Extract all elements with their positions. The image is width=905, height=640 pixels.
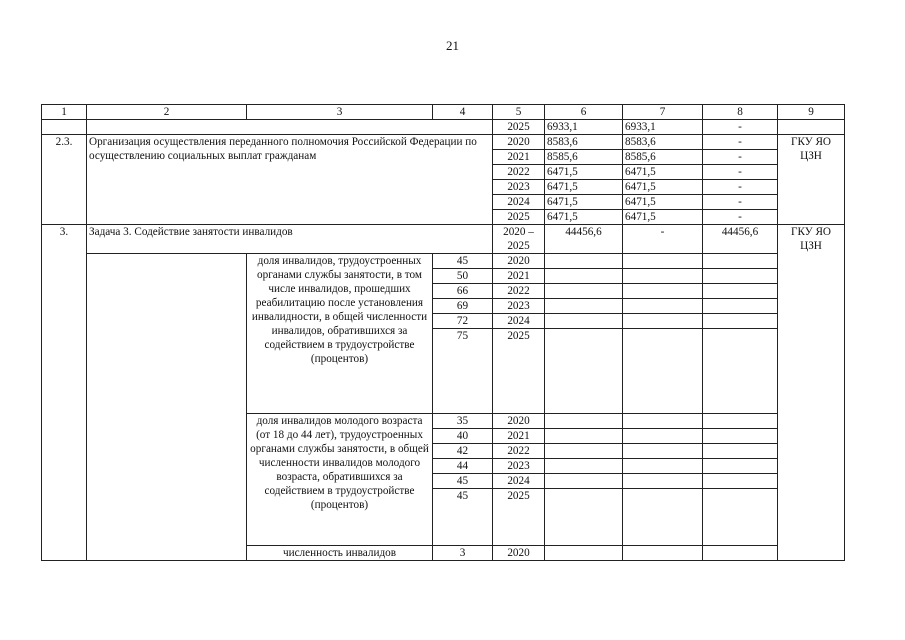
indicator-value: 44 — [433, 459, 493, 474]
cell-value-7: 6471,5 — [623, 165, 703, 180]
cell-empty — [545, 489, 623, 546]
cell-empty — [623, 429, 703, 444]
item-number: 2.3. — [42, 135, 87, 225]
cell-empty — [545, 314, 623, 329]
cell-empty — [703, 474, 778, 489]
cell-empty — [545, 444, 623, 459]
cell-empty — [87, 254, 247, 561]
cell-empty — [703, 284, 778, 299]
cell-empty — [42, 120, 87, 135]
cell-value-7: 6933,1 — [623, 120, 703, 135]
indicator-value: 66 — [433, 284, 493, 299]
indicator-value: 50 — [433, 269, 493, 284]
cell-empty — [87, 120, 493, 135]
table-row — [42, 120, 845, 135]
cell-empty — [545, 254, 623, 269]
cell-year: 2020 — [493, 135, 545, 150]
cell-value-8: - — [703, 210, 778, 225]
cell-value-8: - — [703, 165, 778, 180]
cell-value-8: - — [703, 195, 778, 210]
indicator-value: 45 — [433, 489, 493, 546]
indicator-value: 42 — [433, 444, 493, 459]
indicator-value: 72 — [433, 314, 493, 329]
indicator-value: 3 — [433, 546, 493, 561]
header-col-2: 2 — [87, 105, 247, 120]
task-number: 3. — [42, 225, 87, 561]
cell-empty — [623, 299, 703, 314]
cell-empty — [545, 459, 623, 474]
indicator-year: 2024 — [493, 314, 545, 329]
cell-empty — [623, 459, 703, 474]
cell-empty — [623, 414, 703, 429]
program-table — [41, 104, 845, 561]
cell-value-8: - — [703, 135, 778, 150]
header-col-4: 4 — [433, 105, 493, 120]
indicator-year: 2023 — [493, 459, 545, 474]
cell-value-6: 8583,6 — [545, 135, 623, 150]
cell-year: 2023 — [493, 180, 545, 195]
indicator-year: 2020 — [493, 414, 545, 429]
indicator-value: 45 — [433, 254, 493, 269]
cell-empty — [545, 299, 623, 314]
cell-empty — [703, 314, 778, 329]
cell-empty — [623, 269, 703, 284]
cell-value-7: 8583,6 — [623, 135, 703, 150]
indicator-value: 35 — [433, 414, 493, 429]
indicator-value: 45 — [433, 474, 493, 489]
cell-empty — [545, 414, 623, 429]
item-name: Организация осуществления переданного полномочия Российской Федерации по осуществлению социальных выплат гражданам — [87, 135, 493, 225]
header-col-9: 9 — [778, 105, 845, 120]
indicator-year: 2021 — [493, 429, 545, 444]
cell-empty — [623, 489, 703, 546]
header-col-3: 3 — [247, 105, 433, 120]
cell-empty — [623, 444, 703, 459]
cell-value-6: 6471,5 — [545, 165, 623, 180]
header-row — [42, 105, 845, 120]
task-value-7: - — [623, 225, 703, 254]
task-executor: ГКУ ЯО ЦЗН — [778, 225, 845, 561]
page-number: 21 — [446, 38, 459, 53]
cell-empty — [545, 284, 623, 299]
cell-value-7: 6471,5 — [623, 180, 703, 195]
indicator-year: 2022 — [493, 444, 545, 459]
indicator-value: 40 — [433, 429, 493, 444]
cell-value-6: 6471,5 — [545, 195, 623, 210]
cell-empty — [623, 284, 703, 299]
task-name: Задача 3. Содействие занятости инвалидов — [87, 225, 493, 254]
cell-year: 2024 — [493, 195, 545, 210]
indicator-year: 2023 — [493, 299, 545, 314]
indicator-value: 69 — [433, 299, 493, 314]
item-executor: ГКУ ЯО ЦЗН — [778, 135, 845, 225]
cell-empty — [703, 444, 778, 459]
cell-empty — [545, 269, 623, 284]
task-value-6: 44456,6 — [545, 225, 623, 254]
indicator-year: 2025 — [493, 329, 545, 414]
header-col-5: 5 — [493, 105, 545, 120]
task-row — [42, 225, 845, 254]
cell-year: 2021 — [493, 150, 545, 165]
cell-empty — [703, 459, 778, 474]
indicator-value: 75 — [433, 329, 493, 414]
cell-value-6: 6471,5 — [545, 180, 623, 195]
cell-empty — [545, 474, 623, 489]
indicator-name: численность инвалидов — [247, 546, 433, 561]
cell-value-6: 6471,5 — [545, 210, 623, 225]
cell-value-8: - — [703, 120, 778, 135]
cell-value-7: 8585,6 — [623, 150, 703, 165]
cell-value-7: 6471,5 — [623, 195, 703, 210]
indicator-year: 2020 — [493, 546, 545, 561]
cell-value-7: 6471,5 — [623, 210, 703, 225]
indicator-year: 2025 — [493, 489, 545, 546]
indicator-name: доля инвалидов молодого возраста (от 18 до 44 лет), трудоустроенных органами службы занятости, в общей численности инвалидов молодого возраста, обратившихся за содействием в трудоустройстве (процентов) — [247, 414, 433, 546]
cell-empty — [545, 329, 623, 414]
cell-empty — [703, 489, 778, 546]
header-col-1: 1 — [42, 105, 87, 120]
cell-year: 2025 — [493, 210, 545, 225]
cell-empty — [545, 429, 623, 444]
cell-empty — [703, 254, 778, 269]
cell-empty — [703, 546, 778, 561]
cell-value-6: 8585,6 — [545, 150, 623, 165]
indicator-year: 2020 — [493, 254, 545, 269]
cell-value-6: 6933,1 — [545, 120, 623, 135]
indicator-year: 2022 — [493, 284, 545, 299]
indicator-row — [42, 254, 845, 269]
cell-empty — [623, 314, 703, 329]
header-col-6: 6 — [545, 105, 623, 120]
cell-empty — [623, 474, 703, 489]
task-value-8: 44456,6 — [703, 225, 778, 254]
cell-year: 2022 — [493, 165, 545, 180]
indicator-year: 2021 — [493, 269, 545, 284]
cell-empty — [545, 546, 623, 561]
cell-empty — [703, 299, 778, 314]
cell-empty — [623, 329, 703, 414]
cell-value-8: - — [703, 180, 778, 195]
cell-empty — [703, 429, 778, 444]
cell-year: 2025 — [493, 120, 545, 135]
header-col-7: 7 — [623, 105, 703, 120]
task-years: 2020 – 2025 — [493, 225, 545, 254]
cell-empty — [623, 254, 703, 269]
header-col-8: 8 — [703, 105, 778, 120]
cell-empty — [623, 546, 703, 561]
table-row — [42, 135, 845, 150]
cell-empty — [703, 414, 778, 429]
indicator-name: доля инвалидов, трудоустроенных органами службы занятости, в том числе инвалидов, прошедших реабилитацию после установления инвалидности, в общей численности инвалидов, обратившихся за содействием в трудоустройстве (процентов) — [247, 254, 433, 414]
cell-value-8: - — [703, 150, 778, 165]
indicator-year: 2024 — [493, 474, 545, 489]
cell-empty — [778, 120, 845, 135]
cell-empty — [703, 329, 778, 414]
cell-empty — [703, 269, 778, 284]
